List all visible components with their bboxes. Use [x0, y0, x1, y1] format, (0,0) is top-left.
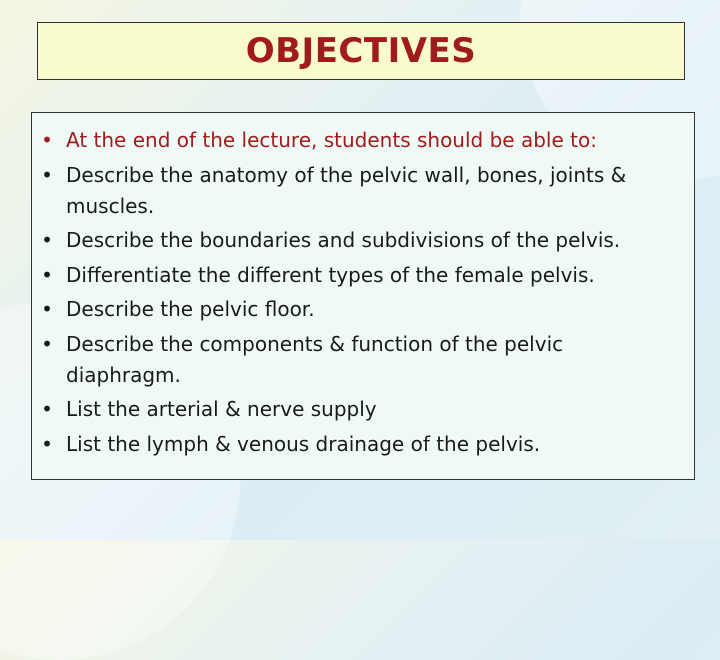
bullet-icon: • [41, 431, 53, 456]
bullet-icon: • [41, 162, 53, 187]
list-item-text: List the arterial & nerve supply [66, 397, 377, 421]
bullet-icon: • [41, 228, 53, 252]
list-item-text: Describe the pelvic floor. [66, 297, 315, 321]
list-item-text: Describe the components & function of the pelvic diaphragm. [66, 331, 564, 387]
list-item-text: Differentiate the different types of the female pelvis. [66, 262, 595, 287]
list-item [32, 160, 694, 222]
list-item [32, 329, 694, 391]
bullet-icon: • [41, 262, 53, 287]
list-item [32, 394, 694, 425]
objectives-box [31, 112, 695, 480]
bullet-icon: • [41, 331, 53, 356]
list-item [32, 125, 694, 156]
objectives-list [32, 113, 694, 460]
bullet-icon: • [41, 397, 53, 421]
list-item-text: At the end of the lecture, students should be able to: [66, 128, 597, 152]
list-item [32, 429, 694, 460]
bullet-icon: • [41, 297, 53, 321]
list-item [32, 294, 694, 325]
list-item-text: Describe the boundaries and subdivisions of the pelvis. [66, 228, 621, 252]
bullet-icon: • [41, 128, 53, 152]
list-item [32, 260, 694, 291]
list-item-text: Describe the anatomy of the pelvic wall, bones, joints & muscles. [66, 162, 627, 218]
title-box [37, 22, 685, 80]
list-item [32, 225, 694, 256]
list-item-text: List the lymph & venous drainage of the pelvis. [66, 431, 541, 456]
page-title: OBJECTIVES [245, 31, 477, 71]
